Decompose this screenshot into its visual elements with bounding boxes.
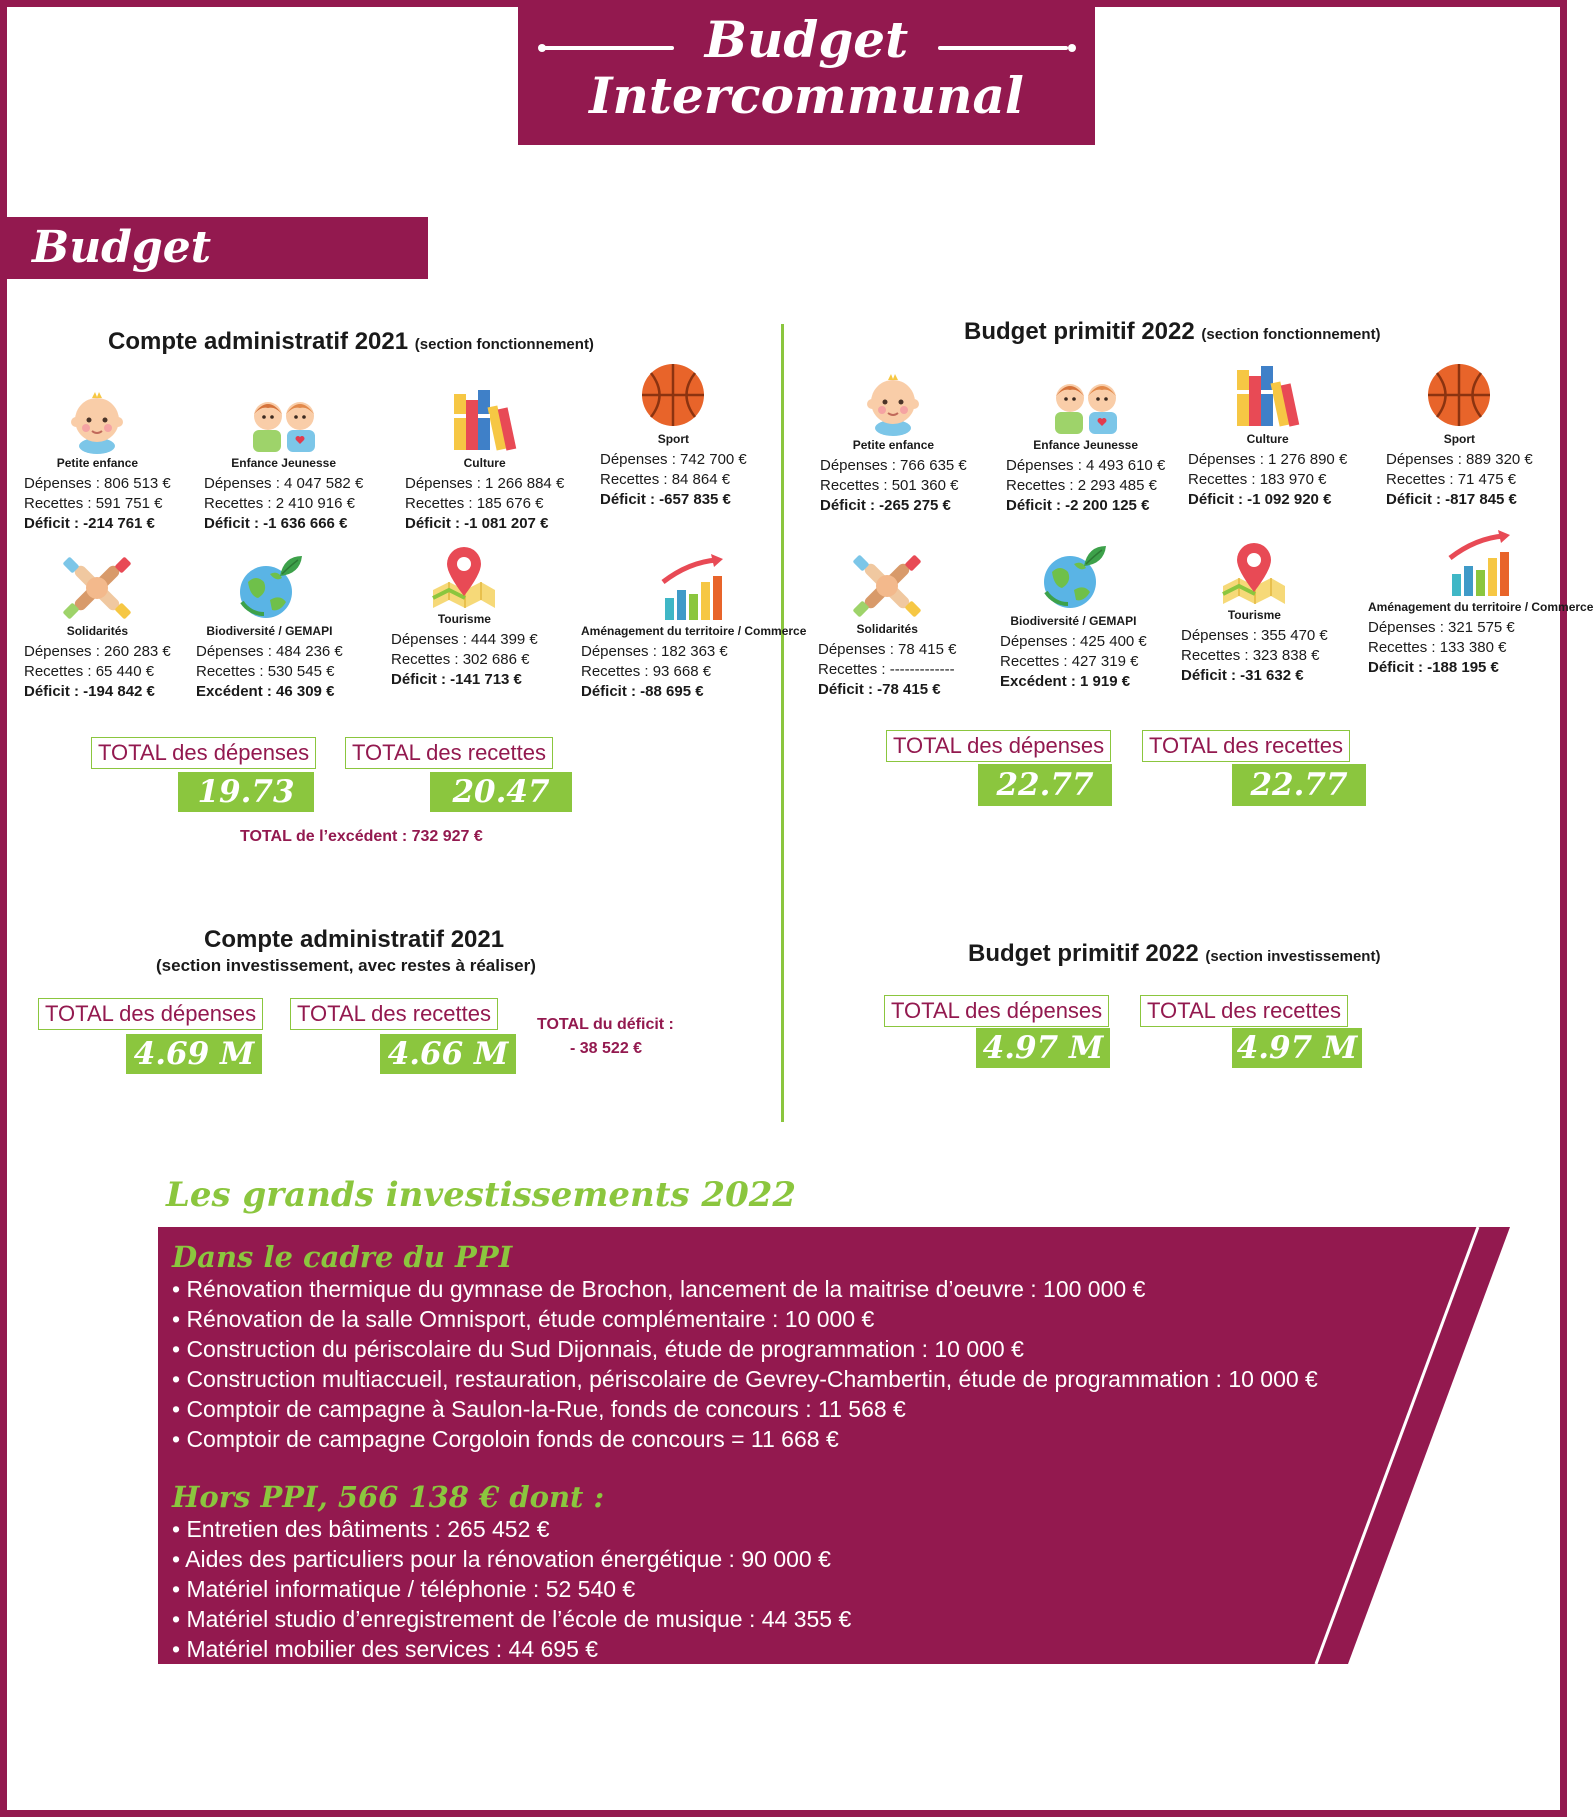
bp2022-fonct-title <box>964 318 1381 346</box>
solde-value: Déficit : -88 695 € <box>581 683 704 700</box>
bp2022-category-2 <box>1188 360 1347 510</box>
bp2022-total-rec-value: 22.77 M € <box>1232 764 1366 806</box>
ppi-title: Dans le cadre du PPI <box>172 1240 513 1274</box>
solde-value: Déficit : -657 835 € <box>600 491 731 508</box>
books-icon <box>450 384 520 454</box>
category-name: Enfance Jeunesse <box>231 456 336 470</box>
list-item: • Aide à la commune de Détain-et-Bruant, parcelle biodiversité : 10 000 € <box>172 1696 914 1722</box>
depenses-value: Dépenses : 4 047 582 € <box>204 475 364 492</box>
solde-value: Déficit : -214 761 € <box>24 515 155 532</box>
ca2021-excedent: TOTAL de l’excédent : 732 927 € <box>240 828 483 845</box>
category-name: Aménagement du territoire / Commerce <box>1368 600 1593 614</box>
solde-value: Déficit : -188 195 € <box>1368 659 1499 676</box>
recettes-value: Recettes : 71 475 € <box>1386 471 1517 488</box>
investments-text <box>172 1240 1452 1724</box>
ca2021-total-dep-value: 19.73 M € <box>178 772 314 812</box>
solde-value: Excédent : 46 309 € <box>196 683 335 700</box>
recettes-value: Recettes : 185 676 € <box>405 495 544 512</box>
category-name: Solidarités <box>856 622 918 636</box>
depenses-value: Dépenses : 321 575 € <box>1368 619 1515 636</box>
basketball-icon <box>1424 360 1494 430</box>
solde-value: Déficit : -78 415 € <box>818 681 941 698</box>
earth-leaf-icon <box>234 552 304 622</box>
earth-leaf-icon <box>1038 542 1108 612</box>
list-item: • Entretien des bâtiments : 265 452 € <box>172 1516 550 1542</box>
map-pin-icon <box>1219 536 1289 606</box>
page-title-line1: Budget <box>704 10 909 69</box>
category-name: Sport <box>1443 432 1476 446</box>
bp2022-inv-dep-label: TOTAL des dépenses <box>884 995 1109 1027</box>
solde-value: Déficit : -2 200 125 € <box>1006 497 1150 514</box>
list-item: • Aides des particuliers pour la rénovation énergétique : 90 000 € <box>172 1546 831 1572</box>
ca2021-total-rec-value: 20.47 M € <box>430 772 572 812</box>
list-item: • Rénovation de la salle Omnisport, étude complémentaire : 10 000 € <box>172 1306 875 1332</box>
bp2022-fonct-note: (section fonctionnement) <box>1201 326 1381 343</box>
list-item: • Matériel studio d’enregistrement de l’école de musique : 44 355 € <box>172 1606 852 1632</box>
recettes-value: Recettes : 427 319 € <box>1000 653 1139 670</box>
list-item: • Aides aux communes : 10 000 € <box>172 1666 514 1692</box>
growth-chart-icon <box>659 552 729 622</box>
depenses-value: Dépenses : 742 700 € <box>600 451 747 468</box>
ca2021-inv-rec-value: 4.66 M € <box>380 1034 516 1074</box>
solde-value: Déficit : -817 845 € <box>1386 491 1517 508</box>
category-name: Aménagement du territoire / Commerce <box>581 624 807 638</box>
growth-chart-icon <box>1446 528 1516 598</box>
page-title-line2: Intercommunal <box>589 66 1024 125</box>
bp2022-category-0 <box>820 366 967 516</box>
ca2021-total-dep-label: TOTAL des dépenses <box>91 737 316 769</box>
ca2021-inv-dep-label: TOTAL des dépenses <box>38 998 263 1030</box>
list-item: • Comptoir de campagne Corgoloin fonds de concours = 11 668 € <box>172 1426 839 1452</box>
bp2022-category-1 <box>1006 366 1165 516</box>
bp2022-fonct-title-text: Budget primitif 2022 <box>964 318 1195 345</box>
hors-ppi-list <box>172 1514 1452 1724</box>
solde-value: Excédent : 1 919 € <box>1000 673 1131 690</box>
depenses-value: Dépenses : 444 399 € <box>391 631 538 648</box>
bp2022-total-rec-label: TOTAL des recettes <box>1142 730 1350 762</box>
recettes-value: Recettes : 65 440 € <box>24 663 155 680</box>
bp2022-category-7 <box>1368 528 1593 678</box>
recettes-value: Recettes : 84 864 € <box>600 471 731 488</box>
bp2022-category-5 <box>1000 542 1147 692</box>
category-name: Culture <box>1246 432 1289 446</box>
ca2021-category-3 <box>600 360 747 510</box>
category-name: Tourisme <box>437 612 491 626</box>
category-name: Enfance Jeunesse <box>1033 438 1138 452</box>
investments-title: Les grands investissements 2022 <box>166 1175 797 1215</box>
recettes-value: Recettes : 133 380 € <box>1368 639 1507 656</box>
children-icon <box>1051 366 1121 436</box>
children-icon <box>249 384 319 454</box>
depenses-value: Dépenses : 1 266 884 € <box>405 475 565 492</box>
depenses-value: Dépenses : 182 363 € <box>581 643 728 660</box>
solde-value: Déficit : -265 275 € <box>820 497 951 514</box>
category-name: Sport <box>657 432 690 446</box>
baby-icon <box>62 384 132 454</box>
books-icon <box>1233 360 1303 430</box>
ca2021-fonct-title <box>108 328 594 356</box>
recettes-value: Recettes : 2 293 485 € <box>1006 477 1157 494</box>
depenses-value: Dépenses : 889 320 € <box>1386 451 1533 468</box>
recettes-value: Recettes : 501 360 € <box>820 477 959 494</box>
ca2021-total-rec-label: TOTAL des recettes <box>345 737 553 769</box>
bp2022-category-4 <box>818 550 956 700</box>
ca2021-inv-rec-label: TOTAL des recettes <box>290 998 498 1030</box>
bp2022-inv-dep-value: 4.97 M € <box>976 1028 1110 1068</box>
ca2021-category-5 <box>196 552 343 702</box>
bp2022-inv-rec-label: TOTAL des recettes <box>1140 995 1348 1027</box>
bp2022-invest-title-text: Budget primitif 2022 <box>968 940 1199 967</box>
hors-ppi-title: Hors PPI, 566 138 € dont : <box>172 1480 605 1514</box>
recettes-value: Recettes : 93 668 € <box>581 663 712 680</box>
list-item: • Matériel informatique / téléphonie : 52 540 € <box>172 1576 636 1602</box>
basketball-icon <box>638 360 708 430</box>
section-banner: Budget principal <box>0 217 428 279</box>
ppi-list <box>172 1274 1452 1454</box>
category-name: Tourisme <box>1227 608 1281 622</box>
depenses-value: Dépenses : 260 283 € <box>24 643 171 660</box>
solde-value: Déficit : -31 632 € <box>1181 667 1304 684</box>
ca2021-inv-dep-value: 4.69 M € <box>126 1034 262 1074</box>
recettes-value: Recettes : 183 970 € <box>1188 471 1327 488</box>
category-name: Biodiversité / GEMAPI <box>206 624 333 638</box>
bp2022-category-3 <box>1386 360 1533 510</box>
depenses-value: Dépenses : 1 276 890 € <box>1188 451 1348 468</box>
recettes-value: Recettes : ------------- <box>818 661 955 678</box>
list-item: • Rénovation thermique du gymnase de Brochon, lancement de la maitrise d’oeuvre : 100 000 € <box>172 1276 1146 1302</box>
baby-icon <box>858 366 928 436</box>
bp2022-total-dep-value: 22.77 M € <box>978 764 1112 806</box>
ca2021-fonct-title-text: Compte administratif 2021 <box>108 328 409 355</box>
hands-icon <box>852 550 922 620</box>
bp2022-category-6 <box>1181 536 1328 686</box>
depenses-value: Dépenses : 4 493 610 € <box>1006 457 1166 474</box>
list-item: • Construction multiaccueil, restauration, périscolaire de Gevrey-Chambertin, étude de programmation : 10 000 € <box>172 1366 1318 1392</box>
list-item: • Matériel mobilier des services : 44 695 € <box>172 1636 599 1662</box>
category-name: Petite enfance <box>852 438 935 452</box>
ca2021-category-6 <box>391 540 538 690</box>
bp2022-inv-rec-value: 4.97 M € <box>1232 1028 1362 1068</box>
solde-value: Déficit : -1 081 207 € <box>405 515 549 532</box>
solde-value: Déficit : -1 636 666 € <box>204 515 348 532</box>
recettes-value: Recettes : 323 838 € <box>1181 647 1320 664</box>
solde-value: Déficit : -1 092 920 € <box>1188 491 1332 508</box>
list-item: • Construction du périscolaire du Sud Dijonnais, étude de programmation : 10 000 € <box>172 1336 1024 1362</box>
ca2021-invest-title: Compte administratif 2021 <box>204 926 505 953</box>
ca2021-category-4 <box>24 552 171 702</box>
ca2021-category-2 <box>405 384 564 534</box>
ca2021-category-7 <box>581 552 806 702</box>
category-name: Biodiversité / GEMAPI <box>1010 614 1137 628</box>
ca2021-invest-note: (section investissement, avec restes à réaliser) <box>156 956 536 975</box>
hands-icon <box>62 552 132 622</box>
bp2022-invest-note: (section investissement) <box>1205 948 1381 965</box>
title-box <box>518 0 1095 145</box>
category-name: Culture <box>463 456 506 470</box>
depenses-value: Dépenses : 78 415 € <box>818 641 957 658</box>
ca2021-inv-deficit-label: TOTAL du déficit : <box>537 1016 674 1033</box>
category-name: Petite enfance <box>56 456 139 470</box>
ca2021-inv-deficit-value: - 38 522 € <box>570 1040 643 1057</box>
recettes-value: Recettes : 2 410 916 € <box>204 495 355 512</box>
bp2022-total-dep-label: TOTAL des dépenses <box>886 730 1111 762</box>
recettes-value: Recettes : 530 545 € <box>196 663 335 680</box>
solde-value: Déficit : -141 713 € <box>391 671 522 688</box>
recettes-value: Recettes : 591 751 € <box>24 495 163 512</box>
category-name: Solidarités <box>66 624 129 638</box>
ca2021-category-1 <box>204 384 363 534</box>
depenses-value: Dépenses : 484 236 € <box>196 643 343 660</box>
vertical-divider <box>781 324 784 1122</box>
depenses-value: Dépenses : 355 470 € <box>1181 627 1328 644</box>
depenses-value: Dépenses : 766 635 € <box>820 457 967 474</box>
ca2021-category-0 <box>24 384 171 534</box>
depenses-value: Dépenses : 425 400 € <box>1000 633 1147 650</box>
map-pin-icon <box>429 540 499 610</box>
solde-value: Déficit : -194 842 € <box>24 683 155 700</box>
depenses-value: Dépenses : 806 513 € <box>24 475 171 492</box>
bp2022-invest-title <box>968 940 1380 968</box>
list-item: • Comptoir de campagne à Saulon-la-Rue, fonds de concours : 11 568 € <box>172 1396 906 1422</box>
ca2021-fonct-note: (section fonctionnement) <box>414 336 594 353</box>
recettes-value: Recettes : 302 686 € <box>391 651 530 668</box>
